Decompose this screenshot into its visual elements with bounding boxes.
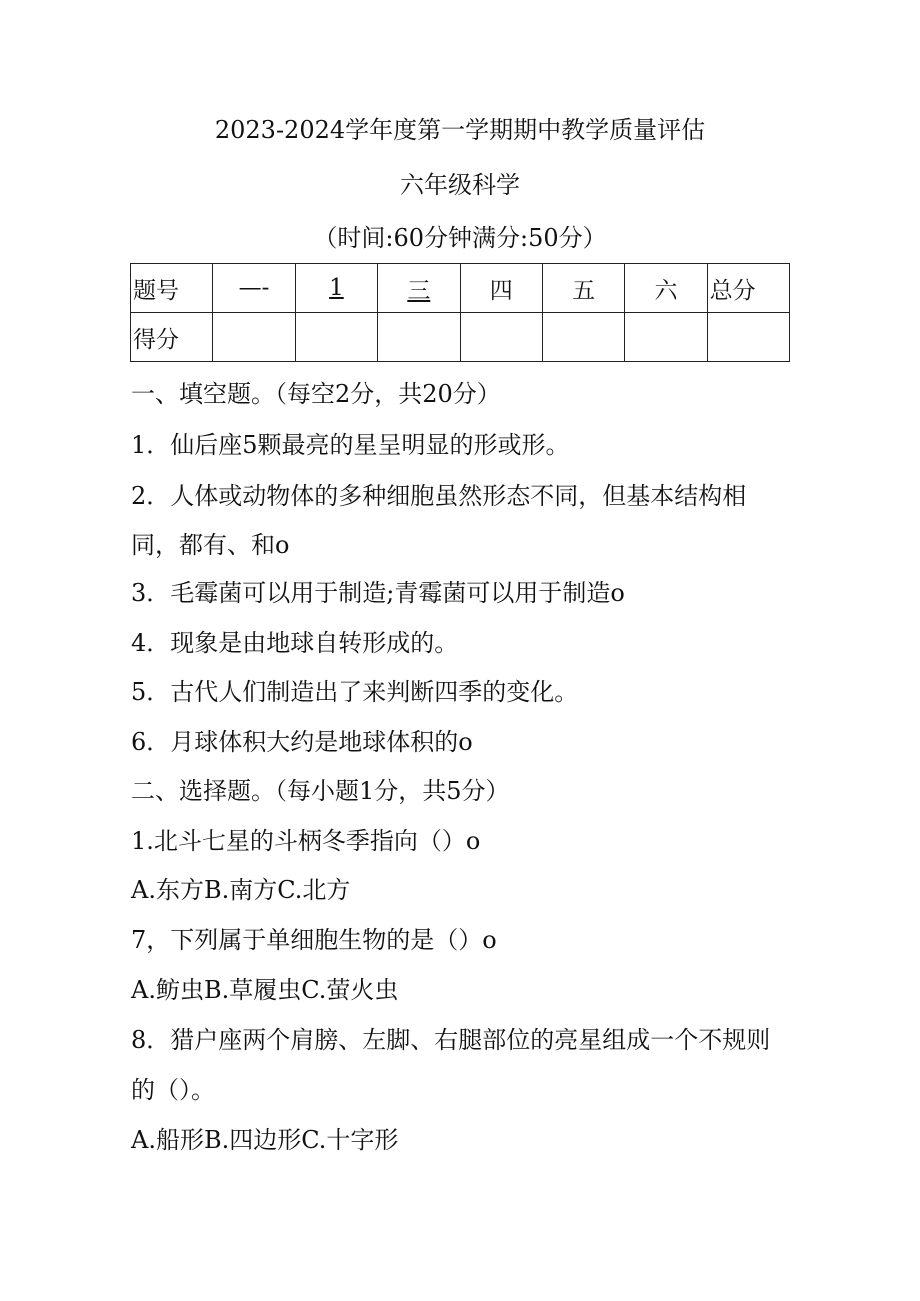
header-cell-part-4: 四 (460, 264, 542, 313)
score-cell[interactable] (295, 313, 377, 362)
header-cell-part-5: 五 (542, 264, 624, 313)
section2-question-7-options: A.鲂虫B.草履虫C.萤火虫 (131, 976, 399, 1004)
exam-subtitle: 六年级科学 (400, 171, 520, 199)
score-row-label: 得分 (131, 313, 213, 362)
section1-question-2-line1: 2．人体或动物体的多种细胞虽然形态不同，但基本结构相 (131, 482, 747, 510)
section1-question-3: 3．毛霉菌可以用于制造;青霉菌可以用于制造o (131, 579, 625, 607)
section1-question-6: 6．月球体积大约是地球体积的o (131, 728, 473, 756)
score-table-header-row (131, 264, 790, 313)
score-cell[interactable] (213, 313, 295, 362)
section1-question-2-line2: 同，都有、和o (131, 531, 290, 559)
header-cell-part-6: 六 (625, 264, 707, 313)
header-cell-question-number: 题号 (131, 264, 213, 313)
section2-question-1: 1.北斗七星的斗柄冬季指向（）o (131, 827, 481, 855)
section2-heading: 二、选择题。（每小题1分，共5分） (131, 777, 510, 805)
header-cell-part-3: 三 (378, 264, 460, 313)
header-cell-part-2: 1 (295, 264, 377, 313)
score-cell[interactable] (460, 313, 542, 362)
score-cell[interactable] (378, 313, 460, 362)
score-table-score-row (131, 313, 790, 362)
header-cell-part-1: —- (213, 264, 295, 313)
section2-question-1-options: A.东方B.南方C.北方 (131, 876, 351, 904)
exam-title: 2023-2024学年度第一学期期中教学质量评估 (214, 116, 706, 144)
header-cell-total: 总分 (707, 264, 789, 313)
score-cell[interactable] (625, 313, 707, 362)
section2-question-8-options: A.船形B.四边形C.十字形 (131, 1126, 399, 1154)
section1-question-4: 4．现象是由地球自转形成的。 (131, 629, 459, 657)
exam-time-info: （时间:60分钟满分:50分） (313, 224, 607, 252)
section2-question-8-line2: 的（）。 (131, 1076, 215, 1104)
section1-heading: 一、填空题。（每空2分，共20分） (131, 380, 501, 408)
section1-question-5: 5．古代人们制造出了来判断四季的变化。 (131, 678, 579, 706)
score-table (130, 263, 790, 362)
section2-question-7: 7，下列属于单细胞生物的是（）o (131, 926, 497, 954)
section2-question-8-line1: 8．猎户座两个肩膀、左脚、右腿部位的亮星组成一个不规则 (131, 1026, 771, 1054)
score-cell[interactable] (542, 313, 624, 362)
score-cell[interactable] (707, 313, 789, 362)
section1-question-1: 1．仙后座5颗最亮的星呈明显的形或形。 (131, 431, 570, 459)
